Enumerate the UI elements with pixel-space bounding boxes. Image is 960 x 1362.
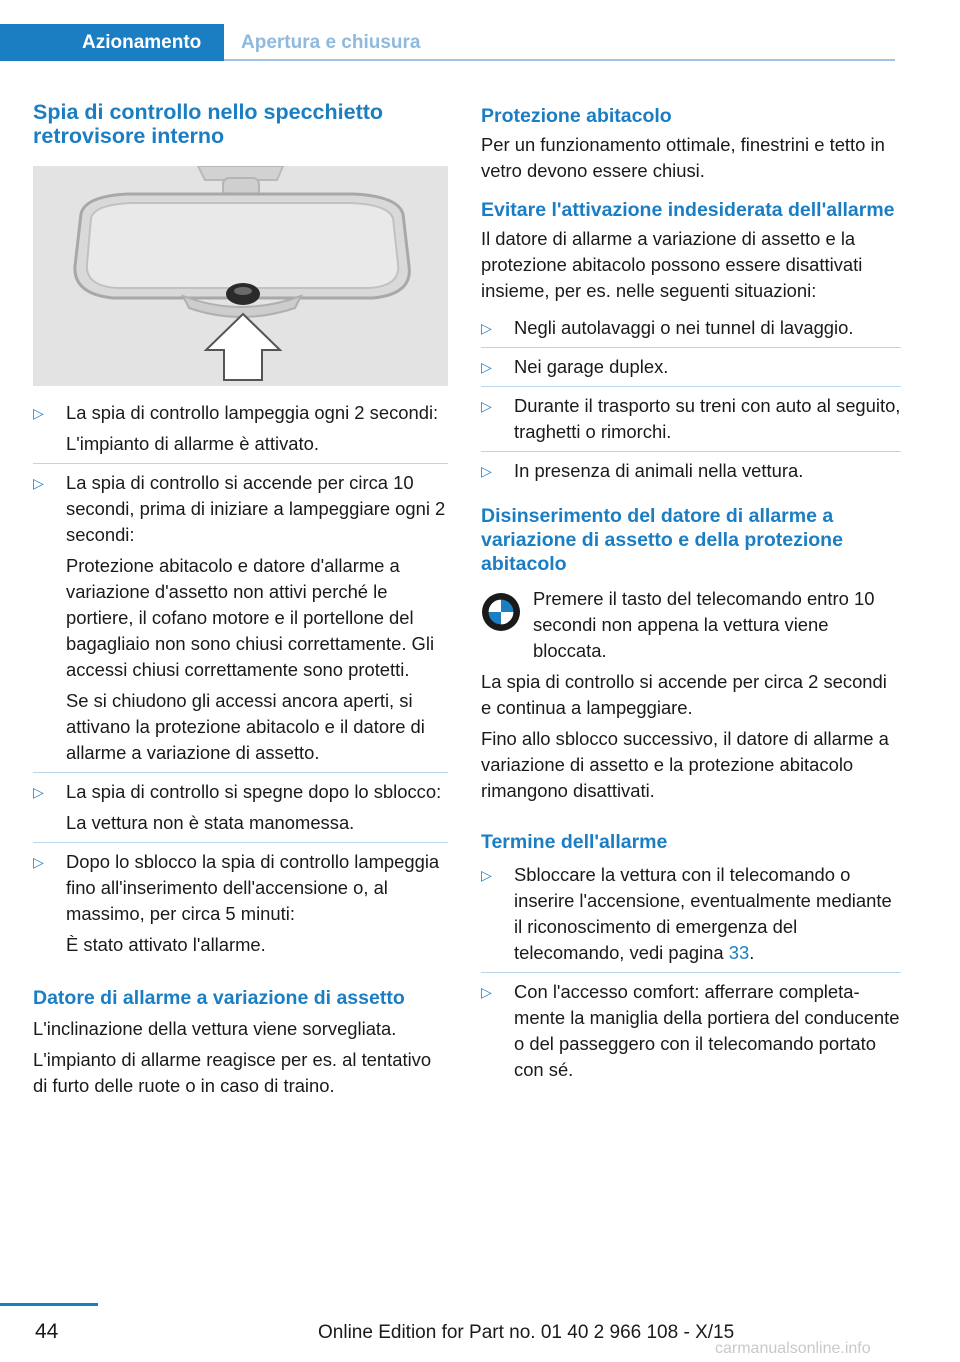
list-item-text: Con l'accesso comfort: afferrare completamente la maniglia della portiera del conducente o del passeggero con il telecomando portato con sé. — [514, 981, 900, 1080]
triangle-bullet-icon: ▷ — [481, 984, 492, 1000]
footer-rule — [0, 1303, 98, 1306]
page-header — [0, 24, 895, 61]
disable-alarm-text: La spia di controllo si accende per circa 2 secondi e continua a lampeggiare. — [481, 671, 887, 718]
indicator-list — [33, 394, 448, 964]
list-item-text: La spia di controllo lampeggia ogni 2 secondi: — [66, 402, 439, 423]
triangle-bullet-icon: ▷ — [481, 398, 492, 414]
list-item — [481, 973, 901, 1089]
list-item-text: La spia di controllo si spegne dopo lo sblocco: — [66, 781, 442, 802]
disable-alarm-title: Disinserimento del datore di allarme a variazione di assetto e della protezione abitacolo — [481, 505, 843, 575]
right-column — [481, 104, 901, 1089]
list-item-text: Durante il trasporto su treni con auto al seguito, traghetti o rimorchi. — [514, 395, 901, 442]
list-item-text: Nei garage duplex. — [514, 356, 669, 377]
situations-list — [481, 309, 901, 490]
triangle-bullet-icon: ▷ — [481, 320, 492, 336]
triangle-bullet-icon: ▷ — [33, 854, 44, 870]
tilt-alarm-text: L'inclinazione della vettura viene sorvegliata. — [33, 1018, 397, 1039]
list-item-text: Negli autolavaggi o nei tunnel di lavaggio. — [514, 317, 854, 338]
cabin-protection-text: Per un funzionamento ottimale, finestrini e tetto in vetro devono essere chiusi. — [481, 134, 885, 181]
list-item-text-part: . — [749, 942, 755, 963]
list-item — [33, 773, 448, 843]
avoid-alarm-text: Il datore di allarme a variazione di assetto e la protezione abitacolo possono essere disattivati insieme, per es. nelle seguenti situazioni: — [481, 228, 863, 301]
list-item — [481, 309, 901, 348]
tilt-alarm-title: Datore di allarme a variazione di assetto — [33, 987, 405, 1009]
page-link[interactable]: 33 — [728, 942, 750, 963]
alarm-end-title: Termine dell'allarme — [481, 831, 668, 853]
rearview-mirror-image — [33, 166, 448, 386]
list-item — [481, 348, 901, 387]
triangle-bullet-icon: ▷ — [481, 359, 492, 375]
list-item-text: Protezione abitacolo e datore d'allarme a variazione d'assetto non attivi perché le portiere, il cofano motore e il portellone del bagagliaio non sono chiusi correttamente. Gli accessi chiusi correttamente sono protetti. — [66, 555, 435, 680]
triangle-bullet-icon: ▷ — [33, 475, 44, 491]
list-item-text: L'impianto di allarme è attivato. — [66, 433, 319, 454]
chapter-label: Azionamento — [82, 32, 202, 53]
disable-alarm-text: Fino allo sblocco successivo, il datore di allarme a variazione di assetto e la protezione abitacolo rimangono disattivati. — [481, 728, 889, 801]
list-item — [33, 843, 448, 964]
section-label: Apertura e chiusura — [241, 32, 421, 53]
list-item-text: È stato attivato l'allarme. — [66, 934, 266, 955]
tilt-alarm-text: L'impianto di allarme reagisce per es. al tentativo di furto delle ruote o in caso di traino. — [33, 1049, 432, 1096]
disable-alarm-block — [481, 586, 901, 804]
list-item-text — [514, 862, 901, 966]
watermark: carmanualsonline.info — [715, 1340, 871, 1357]
triangle-bullet-icon: ▷ — [481, 463, 492, 479]
triangle-bullet-icon: ▷ — [481, 867, 492, 883]
list-item-text: La vettura non è stata manomessa. — [66, 812, 355, 833]
list-item-text: La spia di controllo si accende per circa 10 secondi, prima di iniziare a lampeggiare ogni 2 secondi: — [66, 472, 446, 545]
triangle-bullet-icon: ▷ — [33, 784, 44, 800]
list-item-text: Se si chiudono gli accessi ancora aperti, si attivano la protezione abitacolo e il datore di allarme a variazione di assetto. — [66, 690, 425, 763]
list-item-text: In presenza di animali nella vettura. — [514, 460, 804, 481]
mirror-section-title: Spia di controllo nello specchietto retrovisore interno — [33, 100, 384, 148]
bmw-logo-icon — [481, 592, 521, 632]
alarm-end-list — [481, 856, 901, 1089]
header-rule — [224, 59, 895, 61]
list-item — [33, 464, 448, 773]
disable-alarm-text: Premere il tasto del telecomando entro 10 secondi non appena la vettura viene bloccata. — [533, 588, 875, 661]
edition-note: Online Edition for Part no. 01 40 2 966 108 - X/15 — [318, 1322, 735, 1343]
list-item — [481, 387, 901, 452]
left-column — [33, 100, 448, 1104]
list-item-text-part: Sbloccare la vettura con il telecomando o inserire l'accensione, eventualmente mediante il riconoscimento di emergenza del telecomando, vedi pagina — [514, 864, 892, 963]
triangle-bullet-icon: ▷ — [33, 405, 44, 421]
list-item — [481, 452, 901, 490]
list-item — [33, 394, 448, 464]
mirror-illustration — [33, 166, 448, 386]
avoid-alarm-title: Evitare l'attivazione indesiderata dell'allarme — [481, 199, 895, 221]
list-item-text: Dopo lo sblocco la spia di controllo lampeggia fino all'inserimento dell'accensione o, al massimo, per circa 5 minuti: — [66, 851, 440, 924]
page-number: 44 — [35, 1320, 59, 1343]
cabin-protection-title: Protezione abitacolo — [481, 105, 672, 127]
list-item — [481, 856, 901, 973]
chapter-tab — [0, 24, 224, 61]
